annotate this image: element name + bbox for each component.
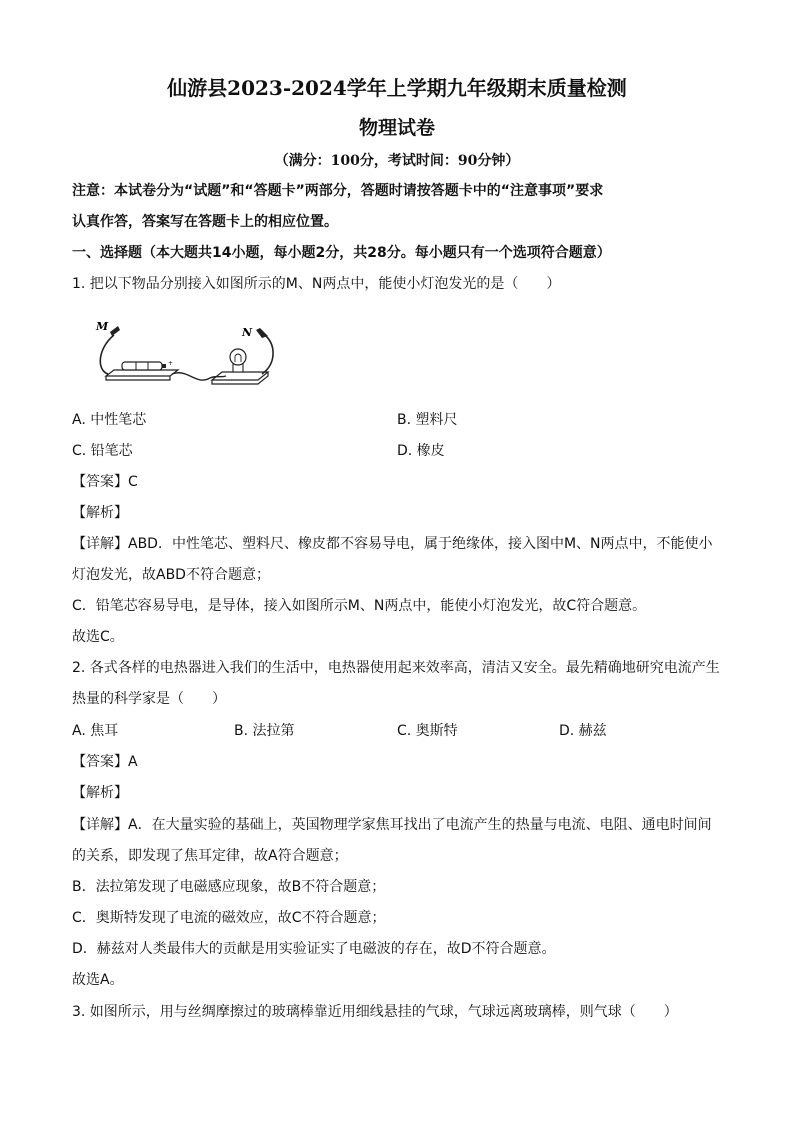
q2-detail-4: C．奥斯特发现了电流的磁效应，故C不符合题意； (72, 910, 386, 926)
bulb-base (212, 372, 268, 380)
exam-info: （满分：100分，考试时间：90分钟） (274, 153, 520, 169)
wire-n (262, 336, 273, 374)
q2-detail-5: D．赫兹对人类最伟大的贡献是用实验证实了电磁波的存在，故D不符合题意。 (72, 941, 556, 957)
wire-battery-bulb (172, 373, 226, 380)
exam-title: 仙游县2023-2024学年上学期九年级期末质量检测 (167, 76, 627, 100)
figure-label-m: M (96, 320, 109, 333)
battery-base (106, 370, 178, 376)
q1-conclusion: 故选C。 (72, 629, 124, 645)
q1-option-c: C. 铅笔芯 (72, 443, 133, 459)
alligator-clip-n (256, 328, 268, 338)
q1-answer: 【答案】C (72, 474, 138, 490)
figure-label-n: N (242, 326, 253, 339)
q2-stem-1: 2. 各式各样的电热器进入我们的生活中，电热器使用起来效率高，清洁又安全。最先精确地研究电流产生 (72, 660, 720, 676)
q3-stem: 3. 如图所示，用与丝绸摩擦过的玻璃棒靠近用细线悬挂的气球，气球远离玻璃棒，则气球（ ） (72, 1004, 678, 1020)
q2-conclusion: 故选A。 (72, 972, 124, 988)
q1-detail-2: 灯泡发光，故ABD不符合题意； (72, 567, 270, 583)
q1-option-b: B. 塑料尺 (397, 412, 458, 428)
q2-option-b: B. 法拉第 (234, 723, 295, 739)
q2-option-d: D. 赫兹 (559, 723, 607, 739)
notice-line-2: 认真作答，答案写在答题卡上的相应位置。 (72, 214, 338, 230)
q2-answer: 【答案】A (72, 754, 138, 770)
wire-m (100, 335, 114, 374)
subject-title: 物理试卷 (358, 117, 435, 139)
alligator-clip-m (110, 326, 120, 336)
notice-line-1: 注意：本试卷分为“试题”和“答题卡”两部分，答题时请按答题卡中的“注意事项”要求 (72, 183, 604, 199)
q2-option-c: C. 奥斯特 (397, 723, 458, 739)
circuit-figure (92, 318, 278, 390)
q2-detail-1: 【详解】A．在大量实验的基础上，英国物理学家焦耳找出了电流产生的热量与电流、电阻、通电时间间 (72, 817, 712, 833)
svg-text:+: + (168, 360, 174, 367)
q1-analysis-label: 【解析】 (72, 505, 128, 521)
section-heading: 一、选择题（本大题共14小题，每小题2分，共28分。每小题只有一个选项符合题意） (72, 245, 611, 261)
q2-detail-2: 的关系，即发现了焦耳定律，故A符合题意； (72, 848, 348, 864)
q1-stem: 1. 把以下物品分别接入如图所示的M、N两点中，能使小灯泡发光的是（ ） (72, 276, 561, 292)
q2-option-a: A. 焦耳 (72, 723, 119, 739)
q1-detail-3: C．铅笔芯容易导电，是导体，接入如图所示M、N两点中，能使小灯泡发光，故C符合题意。 (72, 598, 647, 614)
bulb-icon (230, 349, 246, 365)
q1-detail-1: 【详解】ABD．中性笔芯、塑料尺、橡皮都不容易导电，属于绝缘体，接入图中M、N两点中，不能使小 (72, 536, 713, 552)
q2-detail-3: B．法拉第发现了电磁感应现象，故B不符合题意； (72, 879, 386, 895)
battery (122, 362, 162, 370)
q2-analysis-label: 【解析】 (72, 785, 128, 801)
q2-stem-2: 热量的科学家是（ ） (72, 691, 226, 707)
q1-option-a: A. 中性笔芯 (72, 412, 147, 428)
q1-option-d: D. 橡皮 (397, 443, 445, 459)
